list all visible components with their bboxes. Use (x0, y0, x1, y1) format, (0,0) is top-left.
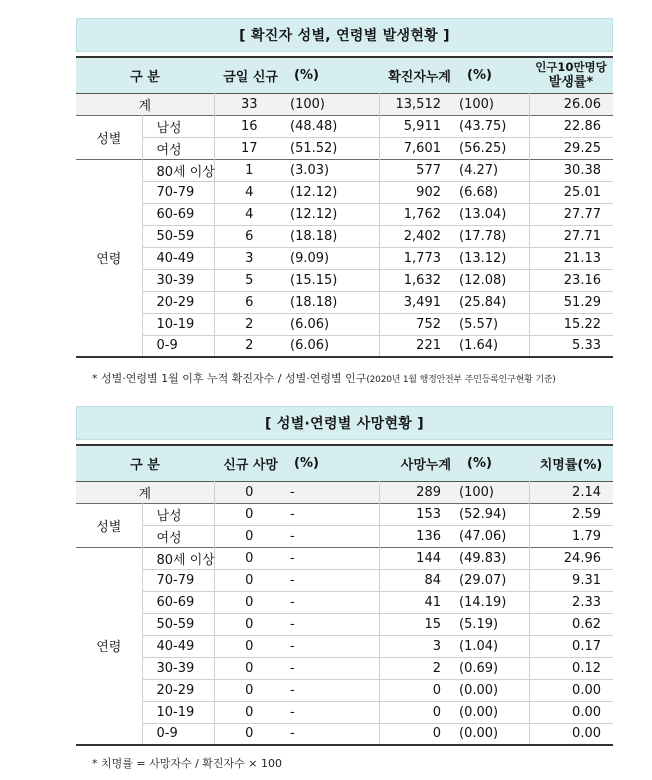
cell-cum-pct: (0.00) (459, 704, 499, 720)
cell-rate: 9.31 (529, 569, 613, 591)
row-label: 계 (138, 98, 152, 114)
table-row-age-50s (76, 613, 613, 635)
cell-new: 1 (214, 159, 284, 181)
cell-cum: 221 (379, 335, 453, 357)
table-header-row (76, 445, 613, 481)
row-label: 20-29 (156, 294, 195, 310)
cell-cum: 2,402 (379, 225, 453, 247)
cell-cum: 0 (379, 723, 453, 745)
table-row-age-30s (76, 657, 613, 679)
cell-cum: 144 (379, 547, 453, 569)
cell-cum-pct: (4.27) (459, 162, 499, 178)
table-row-age-0-9 (76, 335, 613, 357)
cell-new: 0 (214, 635, 284, 657)
cell-cum-pct: (0.00) (459, 726, 499, 742)
cell-new: 3 (214, 247, 284, 269)
cell-new: 0 (214, 525, 284, 547)
cell-cum-pct: (47.06) (459, 528, 507, 544)
header-category: 구 분 (130, 457, 160, 473)
cell-new-pct: - (290, 594, 295, 610)
row-label: 50-59 (156, 228, 195, 244)
cell-new-pct: - (290, 682, 295, 698)
cell-new-pct: (6.06) (290, 316, 330, 332)
cell-new-pct: - (290, 726, 295, 742)
table-row-total (76, 93, 613, 115)
table-row-age-60s (76, 203, 613, 225)
cell-new: 5 (214, 269, 284, 291)
header-today-new: 금일 신규 (223, 69, 278, 85)
cell-cum-pct: (5.19) (459, 616, 499, 632)
cell-cum-pct: (56.25) (459, 140, 507, 156)
row-label: 30-39 (156, 660, 195, 676)
cell-new: 0 (214, 503, 284, 525)
table-row-age-30s (76, 269, 613, 291)
table-row-female (76, 525, 613, 547)
cell-rate: 0.00 (529, 701, 613, 723)
cell-cum-pct: (52.94) (459, 506, 507, 522)
cell-cum: 13,512 (379, 93, 453, 115)
group-gender: 성별 (76, 503, 142, 547)
table2-title: [ 성별·연령별 사망현황 ] (76, 406, 613, 440)
row-label: 80세 이상 (156, 552, 215, 568)
table-row-male (76, 503, 613, 525)
table-row-age-60s (76, 591, 613, 613)
cell-new-pct: (51.52) (290, 140, 338, 156)
table-row-age-20s (76, 291, 613, 313)
cell-new: 0 (214, 591, 284, 613)
header-today-pct: (%) (294, 67, 319, 83)
row-label: 60-69 (156, 206, 195, 222)
table-row-age-10s (76, 701, 613, 723)
cell-new-pct: (18.18) (290, 294, 338, 310)
table-header-row (76, 57, 613, 93)
cell-cum: 153 (379, 503, 453, 525)
cell-cum: 7,601 (379, 137, 453, 159)
row-label: 40-49 (156, 250, 195, 266)
cell-new-pct: (18.18) (290, 228, 338, 244)
cell-cum: 3 (379, 635, 453, 657)
cell-cum-pct: (1.04) (459, 638, 499, 654)
cell-new: 6 (214, 291, 284, 313)
cell-new: 2 (214, 313, 284, 335)
row-label: 여성 (156, 530, 182, 546)
confirmed-cases-table (76, 56, 613, 358)
cell-cum-pct: (43.75) (459, 118, 507, 134)
cell-rate: 29.25 (529, 137, 613, 159)
cell-cum-pct: (0.69) (459, 660, 499, 676)
cell-new: 0 (214, 679, 284, 701)
row-label: 0-9 (156, 726, 178, 742)
cell-cum: 752 (379, 313, 453, 335)
table-row-total (76, 481, 613, 503)
header-new-pct: (%) (294, 455, 319, 471)
cell-new-pct: - (290, 704, 295, 720)
cell-cum-pct: (100) (459, 96, 494, 112)
cell-cum-pct: (1.64) (459, 338, 499, 354)
cell-new: 4 (214, 181, 284, 203)
header-cum-pct: (%) (467, 455, 492, 471)
cell-cum: 15 (379, 613, 453, 635)
cell-new-pct: - (290, 506, 295, 522)
footnote-main: * 성별·연령별 1월 이후 누적 확진자수 / 성별·연령별 인구 (92, 372, 367, 385)
cell-new: 16 (214, 115, 284, 137)
cell-new-pct: (15.15) (290, 272, 338, 288)
cell-new: 2 (214, 335, 284, 357)
table-row-age-50s (76, 225, 613, 247)
cell-new: 0 (214, 657, 284, 679)
cell-rate: 27.77 (529, 203, 613, 225)
cell-cum: 3,491 (379, 291, 453, 313)
table2-footnote: * 치명률 = 사망자수 / 확진자수 × 100 (92, 757, 282, 770)
group-age: 연령 (76, 547, 142, 745)
cell-new-pct: (100) (290, 96, 325, 112)
cell-rate: 30.38 (529, 159, 613, 181)
cell-cum-pct: (25.84) (459, 294, 507, 310)
header-rate-line1: 인구10만명당 (535, 60, 607, 75)
cell-rate: 1.79 (529, 525, 613, 547)
cell-cum-pct: (13.04) (459, 206, 507, 222)
cell-cum: 5,911 (379, 115, 453, 137)
cell-cum-pct: (13.12) (459, 250, 507, 266)
cell-rate: 21.13 (529, 247, 613, 269)
table-row-age-70s (76, 569, 613, 591)
cell-cum: 0 (379, 679, 453, 701)
row-label: 20-29 (156, 682, 195, 698)
cell-rate: 23.16 (529, 269, 613, 291)
cell-new: 0 (214, 613, 284, 635)
table-row-age-80plus (76, 159, 613, 181)
row-label: 남성 (156, 508, 182, 524)
cell-cum-pct: (0.00) (459, 682, 499, 698)
row-label: 50-59 (156, 616, 195, 632)
cell-rate: 51.29 (529, 291, 613, 313)
cell-new: 4 (214, 203, 284, 225)
cell-new-pct: - (290, 616, 295, 632)
cell-cum: 1,632 (379, 269, 453, 291)
cell-cum-pct: (6.68) (459, 184, 499, 200)
cell-rate: 5.33 (529, 335, 613, 357)
cell-cum-pct: (14.19) (459, 594, 507, 610)
row-label: 남성 (156, 120, 182, 136)
row-label: 계 (138, 486, 152, 502)
header-rate-line2: 발생률* (548, 75, 594, 91)
row-label: 40-49 (156, 638, 195, 654)
table-row-age-20s (76, 679, 613, 701)
header-cum-pct: (%) (467, 67, 492, 83)
cell-cum-pct: (29.07) (459, 572, 507, 588)
cell-new: 0 (214, 723, 284, 745)
header-incidence-rate (529, 57, 613, 93)
cell-cum-pct: (100) (459, 484, 494, 500)
table-row-age-10s (76, 313, 613, 335)
cell-cum: 1,762 (379, 203, 453, 225)
table1-title: [ 확진자 성별, 연령별 발생현황 ] (76, 18, 613, 52)
cell-new-pct: - (290, 660, 295, 676)
table-row-age-40s (76, 247, 613, 269)
header-cumulative: 확진자누계 (388, 69, 451, 85)
cell-new: 0 (214, 547, 284, 569)
cell-new-pct: (12.12) (290, 206, 338, 222)
row-label: 70-79 (156, 572, 195, 588)
table-row-male (76, 115, 613, 137)
cell-new-pct: (9.09) (290, 250, 330, 266)
footnote-source: (2020년 1월 행정안전부 주민등록인구현황 기준) (366, 375, 556, 385)
cell-rate: 2.59 (529, 503, 613, 525)
cell-new-pct: (6.06) (290, 338, 330, 354)
cell-new: 0 (214, 701, 284, 723)
row-label: 60-69 (156, 594, 195, 610)
cell-cum: 577 (379, 159, 453, 181)
table-row-age-0-9 (76, 723, 613, 745)
cell-rate: 0.17 (529, 635, 613, 657)
row-label: 0-9 (156, 338, 178, 354)
deaths-table (76, 444, 613, 746)
cell-new-pct: - (290, 550, 295, 566)
table-row-age-40s (76, 635, 613, 657)
header-cum-death: 사망누계 (400, 457, 451, 473)
cell-new-pct: - (290, 528, 295, 544)
cell-rate: 0.12 (529, 657, 613, 679)
cell-new: 33 (214, 93, 284, 115)
table1-footnote (92, 370, 556, 386)
cell-cum: 136 (379, 525, 453, 547)
row-label: 여성 (156, 142, 182, 158)
cell-cum: 902 (379, 181, 453, 203)
header-category: 구 분 (130, 69, 160, 85)
cell-new-pct: - (290, 484, 295, 500)
cell-cum: 41 (379, 591, 453, 613)
cell-rate: 27.71 (529, 225, 613, 247)
cell-rate: 0.00 (529, 679, 613, 701)
cell-rate: 2.33 (529, 591, 613, 613)
cell-rate: 0.62 (529, 613, 613, 635)
header-new-death: 신규 사망 (223, 457, 278, 473)
cell-cum-pct: (17.78) (459, 228, 507, 244)
row-label: 70-79 (156, 184, 195, 200)
cell-new: 17 (214, 137, 284, 159)
cell-rate: 22.86 (529, 115, 613, 137)
cell-cum: 289 (379, 481, 453, 503)
cell-cum-pct: (12.08) (459, 272, 507, 288)
cell-rate: 25.01 (529, 181, 613, 203)
cell-rate: 15.22 (529, 313, 613, 335)
cell-cum: 84 (379, 569, 453, 591)
cell-new-pct: (3.03) (290, 162, 330, 178)
group-gender: 성별 (76, 115, 142, 159)
cell-new: 0 (214, 481, 284, 503)
header-fatality-rate: 치명률(%) (539, 457, 603, 473)
cell-rate: 24.96 (529, 547, 613, 569)
cell-new-pct: - (290, 572, 295, 588)
cell-new: 6 (214, 225, 284, 247)
group-age: 연령 (76, 159, 142, 357)
table-row-female (76, 137, 613, 159)
row-label: 30-39 (156, 272, 195, 288)
cell-rate: 0.00 (529, 723, 613, 745)
cell-cum-pct: (5.57) (459, 316, 499, 332)
cell-cum-pct: (49.83) (459, 550, 507, 566)
row-label: 80세 이상 (156, 164, 215, 180)
cell-cum: 1,773 (379, 247, 453, 269)
cell-new-pct: (12.12) (290, 184, 338, 200)
row-label: 10-19 (156, 704, 195, 720)
cell-rate: 2.14 (529, 481, 613, 503)
cell-cum: 0 (379, 701, 453, 723)
table-row-age-80plus (76, 547, 613, 569)
row-label: 10-19 (156, 316, 195, 332)
cell-rate: 26.06 (529, 93, 613, 115)
cell-new-pct: (48.48) (290, 118, 338, 134)
table-row-age-70s (76, 181, 613, 203)
cell-cum: 2 (379, 657, 453, 679)
cell-new: 0 (214, 569, 284, 591)
cell-new-pct: - (290, 638, 295, 654)
